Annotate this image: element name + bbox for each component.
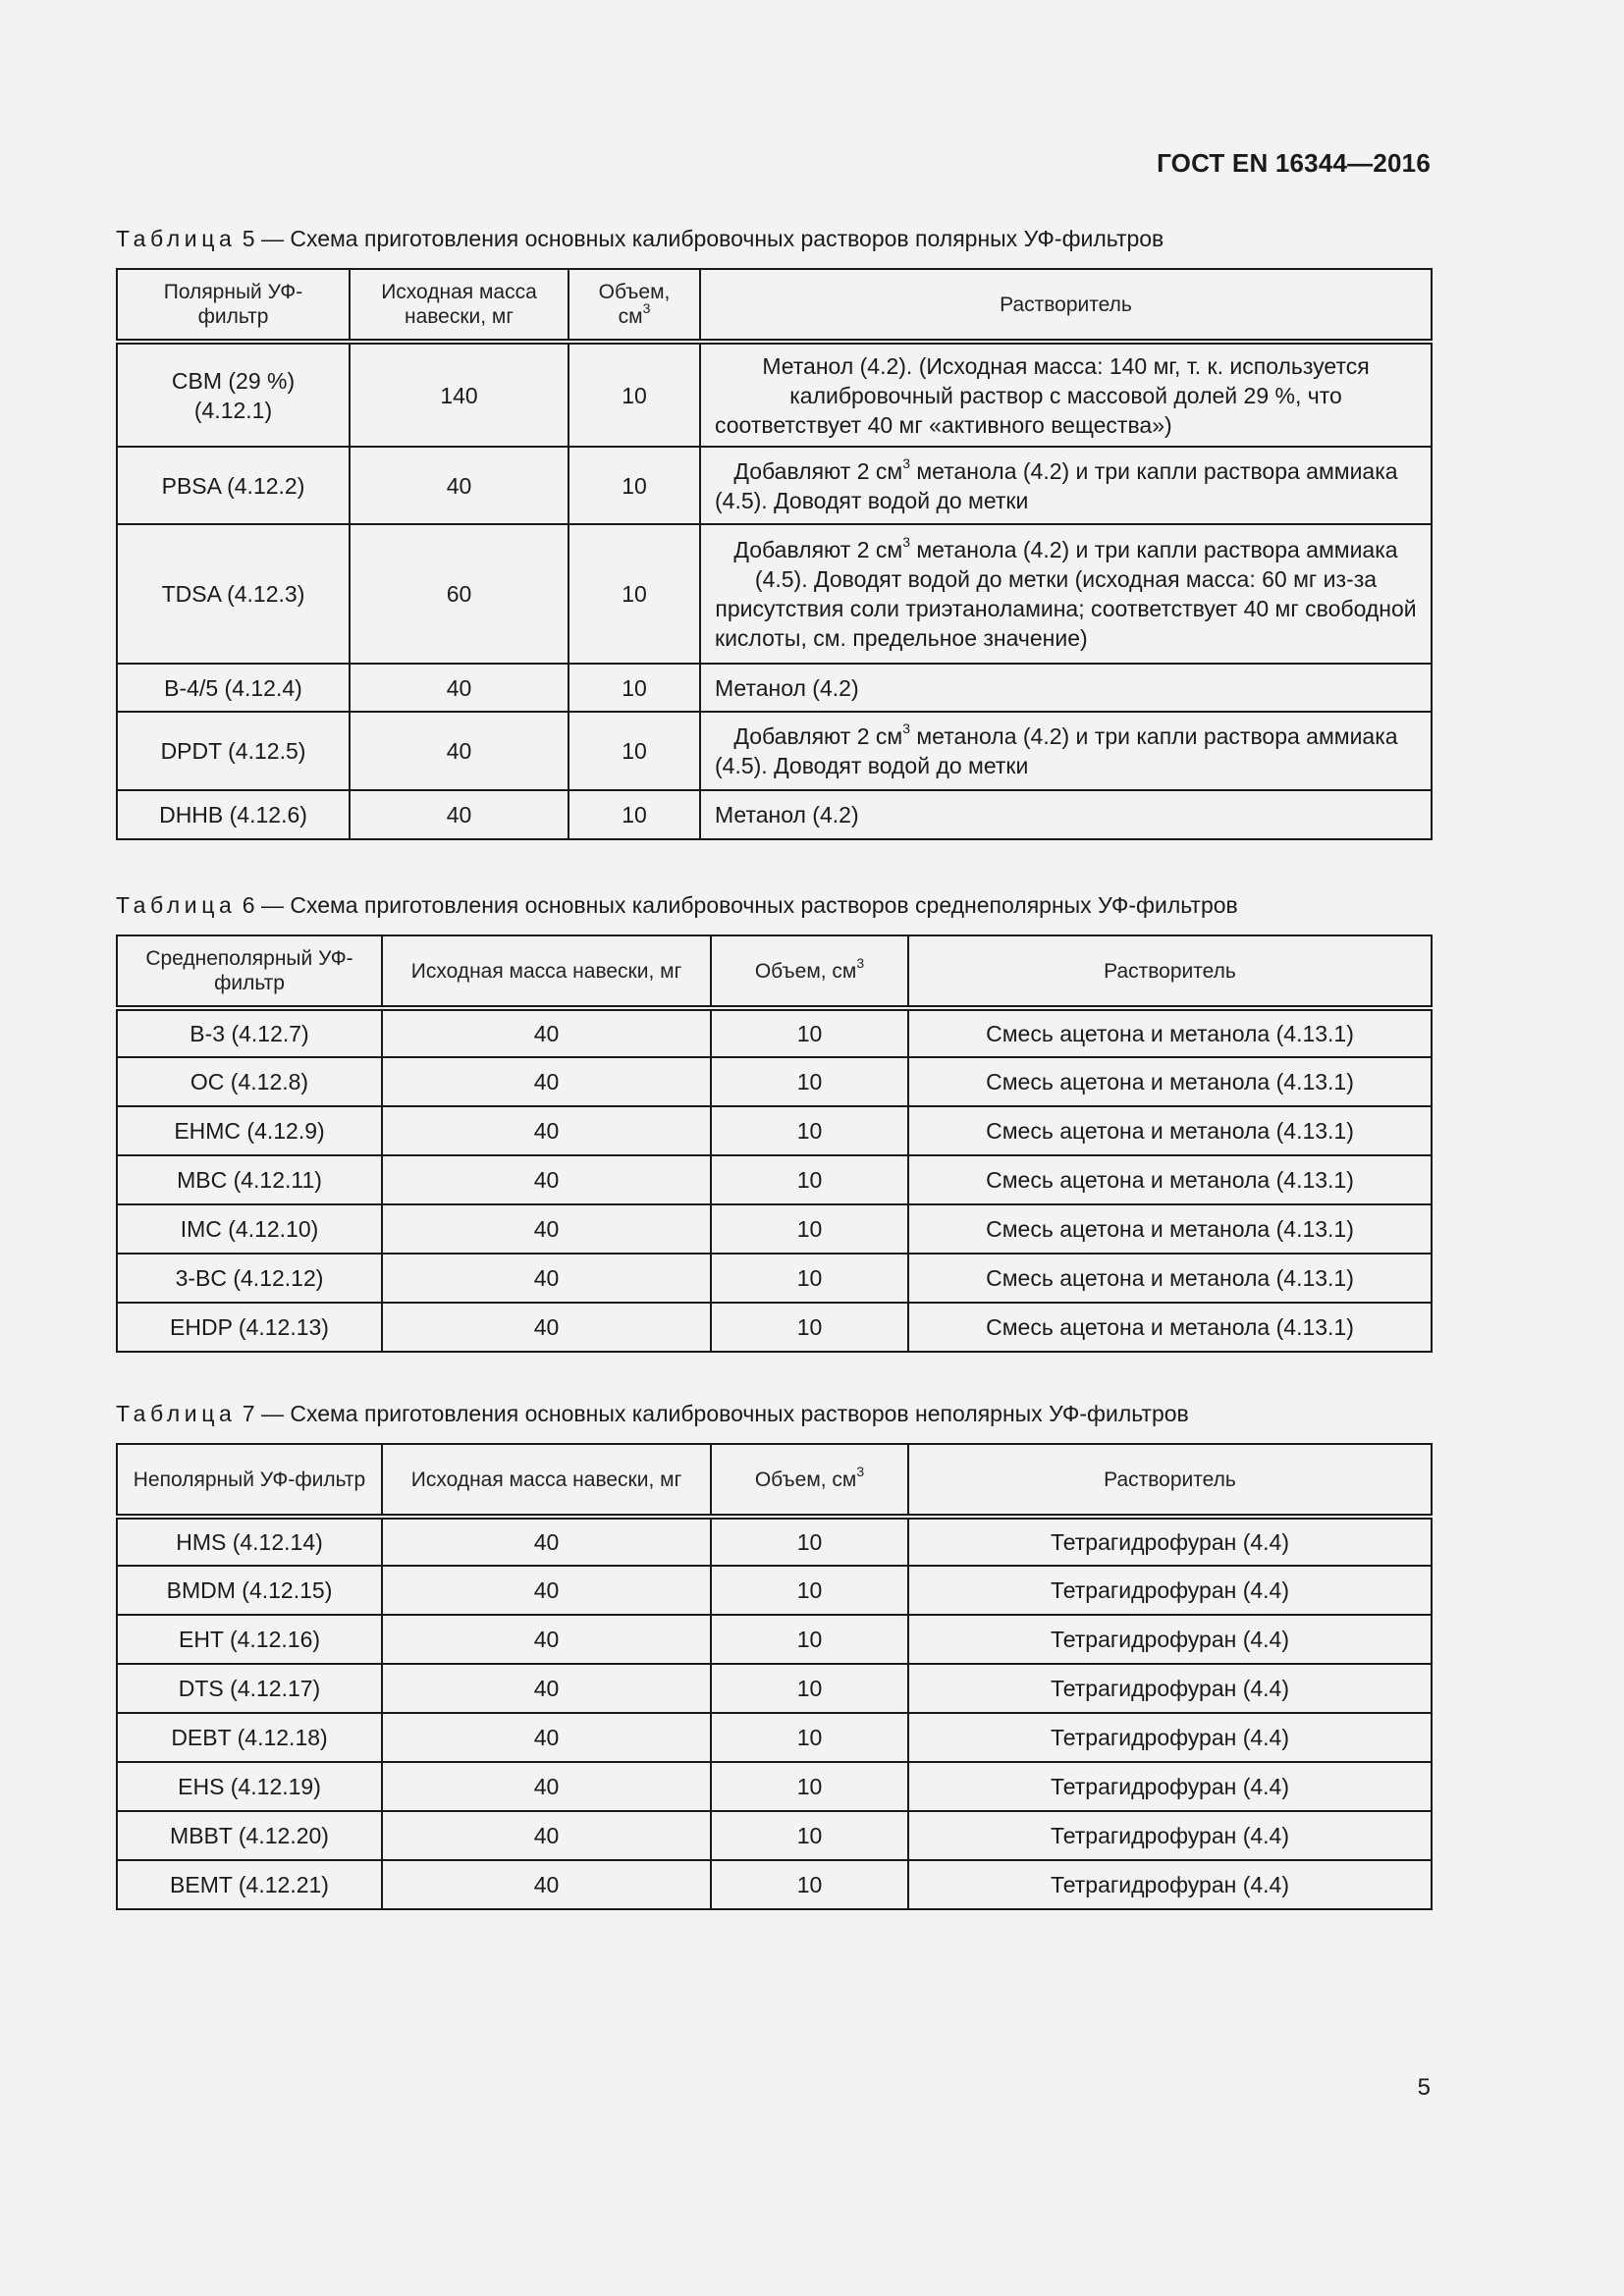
table5-cell-volume: 10: [568, 790, 700, 839]
table7-cell-volume: 10: [711, 1713, 908, 1762]
table5-cell-mass: 40: [350, 664, 568, 712]
table5-header-volume: Объем, $см^3$: [568, 269, 700, 342]
table7-cell-solvent: Тетрагидрофуран (4.4): [908, 1566, 1432, 1615]
table6-cell-solvent: Смесь ацетона и метанола (4.13.1): [908, 1303, 1432, 1352]
table5-cell-mass: 40: [350, 447, 568, 524]
table6-cell-mass: 40: [382, 1057, 711, 1106]
table7-cell-solvent: Тетрагидрофуран (4.4): [908, 1664, 1432, 1713]
table5-header-mass: Исходная масса навески, мг: [350, 269, 568, 342]
table6: [116, 934, 1433, 1353]
table5-caption-word: Таблица: [116, 226, 237, 251]
table7-cell-mass: 40: [382, 1762, 711, 1811]
table7-cell-solvent: Тетрагидрофуран (4.4): [908, 1615, 1432, 1664]
table5-cell-filter: DHHB (4.12.6): [117, 790, 350, 839]
table5-caption-text: 5 — Схема приготовления основных калибровочных растворов полярных УФ-фильтров: [236, 226, 1164, 251]
table6-cell-filter: IMC (4.12.10): [117, 1204, 382, 1254]
table6-cell-filter: MBC (4.12.11): [117, 1155, 382, 1204]
table5-cell-solvent: Метанол (4.2): [700, 790, 1432, 839]
table5-cell-solvent: Добавляют 2 $см^3$ метанола (4.2) и три капли раствора аммиака (4.5). Доводят водой до метки (исходная масса: 60 мг из-за присутствия соли триэтаноламина; соответствует 40 мг свободной кислоты, см. предельное значение): [700, 524, 1432, 664]
table5: [116, 268, 1433, 840]
table6-cell-mass: 40: [382, 1008, 711, 1057]
table7-header-volume: Объем, $см^3$: [711, 1444, 908, 1517]
table-row: [117, 1762, 1432, 1811]
table7-cell-volume: 10: [711, 1664, 908, 1713]
table7-cell-solvent: Тетрагидрофуран (4.4): [908, 1811, 1432, 1860]
table6-cell-volume: 10: [711, 1303, 908, 1352]
table7-cell-filter: BEMT (4.12.21): [117, 1860, 382, 1909]
table6-cell-mass: 40: [382, 1204, 711, 1254]
table7-cell-volume: 10: [711, 1811, 908, 1860]
table6-caption: [116, 892, 1238, 919]
table5-cell-mass: 40: [350, 790, 568, 839]
table5-cell-filter: DPDT (4.12.5): [117, 712, 350, 790]
table5-cell-filter: CBM (29 %) (4.12.1): [117, 342, 350, 447]
table7-cell-solvent: Тетрагидрофуран (4.4): [908, 1860, 1432, 1909]
table7-cell-volume: 10: [711, 1566, 908, 1615]
table6-cell-solvent: Смесь ацетона и метанола (4.13.1): [908, 1254, 1432, 1303]
table6-cell-filter: OC (4.12.8): [117, 1057, 382, 1106]
table6-caption-text: 6 — Схема приготовления основных калибровочных растворов среднеполярных УФ-фильтров: [236, 892, 1238, 918]
table-row: [117, 664, 1432, 712]
table5-cell-volume: 10: [568, 342, 700, 447]
table7-header-filter: Неполярный УФ-фильтр: [117, 1444, 382, 1517]
table-row: [117, 712, 1432, 790]
table6-cell-solvent: Смесь ацетона и метанола (4.13.1): [908, 1106, 1432, 1155]
table7-cell-volume: 10: [711, 1517, 908, 1566]
table5-cell-mass: 40: [350, 712, 568, 790]
table7-cell-mass: 40: [382, 1517, 711, 1566]
table5-cell-volume: 10: [568, 524, 700, 664]
table6-cell-filter: B-3 (4.12.7): [117, 1008, 382, 1057]
table6-cell-solvent: Смесь ацетона и метанола (4.13.1): [908, 1057, 1432, 1106]
table6-cell-volume: 10: [711, 1106, 908, 1155]
table7-cell-mass: 40: [382, 1811, 711, 1860]
table7-cell-mass: 40: [382, 1713, 711, 1762]
table6-cell-volume: 10: [711, 1204, 908, 1254]
table7-cell-mass: 40: [382, 1566, 711, 1615]
table6-header-mass: Исходная масса навески, мг: [382, 935, 711, 1008]
table5-cell-filter: B-4/5 (4.12.4): [117, 664, 350, 712]
table-row: [117, 1106, 1432, 1155]
page-number: 5: [1417, 2074, 1431, 2101]
table6-cell-mass: 40: [382, 1155, 711, 1204]
table-row: [117, 1615, 1432, 1664]
table-row: [117, 447, 1432, 524]
table5-cell-mass: 60: [350, 524, 568, 664]
table7-cell-volume: 10: [711, 1762, 908, 1811]
table7-cell-filter: HMS (4.12.14): [117, 1517, 382, 1566]
table7-cell-filter: DEBT (4.12.18): [117, 1713, 382, 1762]
table-row: [117, 1254, 1432, 1303]
table5-cell-volume: 10: [568, 664, 700, 712]
table6-cell-mass: 40: [382, 1303, 711, 1352]
table6-cell-solvent: Смесь ацетона и метанола (4.13.1): [908, 1204, 1432, 1254]
document-header-standard: ГОСТ EN 16344—2016: [1157, 148, 1431, 178]
table-row: [117, 1811, 1432, 1860]
table6-header-volume: Объем, $см^3$: [711, 935, 908, 1008]
table-row: [117, 1713, 1432, 1762]
table7-cell-mass: 40: [382, 1860, 711, 1909]
table7-caption: [116, 1401, 1189, 1427]
table7-cell-solvent: Тетрагидрофуран (4.4): [908, 1762, 1432, 1811]
table-row: [117, 1155, 1432, 1204]
table6-header-solvent: Растворитель: [908, 935, 1432, 1008]
table7-cell-volume: 10: [711, 1860, 908, 1909]
table6-cell-solvent: Смесь ацетона и метанола (4.13.1): [908, 1155, 1432, 1204]
table7-cell-mass: 40: [382, 1615, 711, 1664]
table6-cell-mass: 40: [382, 1106, 711, 1155]
table7-cell-solvent: Тетрагидрофуран (4.4): [908, 1517, 1432, 1566]
table-row: [117, 1204, 1432, 1254]
table-row: [117, 1057, 1432, 1106]
table5-cell-filter: TDSA (4.12.3): [117, 524, 350, 664]
table7-cell-filter: EHS (4.12.19): [117, 1762, 382, 1811]
table7-cell-mass: 40: [382, 1664, 711, 1713]
table-row: [117, 1517, 1432, 1566]
table7-cell-filter: BMDM (4.12.15): [117, 1566, 382, 1615]
table5-cell-solvent: Добавляют 2 $см^3$ метанола (4.2) и три капли раствора аммиака (4.5). Доводят водой до метки: [700, 712, 1432, 790]
table-row: [117, 790, 1432, 839]
table-row: [117, 1664, 1432, 1713]
table7-cell-volume: 10: [711, 1615, 908, 1664]
table6-cell-mass: 40: [382, 1254, 711, 1303]
table7-cell-filter: DTS (4.12.17): [117, 1664, 382, 1713]
table7-cell-solvent: Тетрагидрофуран (4.4): [908, 1713, 1432, 1762]
table-row: [117, 1303, 1432, 1352]
table5-cell-solvent: Добавляют 2 $см^3$ метанола (4.2) и три капли раствора аммиака (4.5). Доводят водой до метки: [700, 447, 1432, 524]
table6-cell-filter: EHDP (4.12.13): [117, 1303, 382, 1352]
table-row: [117, 1860, 1432, 1909]
table5-header-solvent: Растворитель: [700, 269, 1432, 342]
table7-caption-word: Таблица: [116, 1401, 237, 1426]
table6-cell-filter: EHMC (4.12.9): [117, 1106, 382, 1155]
table7-caption-text: 7 — Схема приготовления основных калибровочных растворов неполярных УФ-фильтров: [236, 1401, 1189, 1426]
table7-header-mass: Исходная масса навески, мг: [382, 1444, 711, 1517]
table6-cell-solvent: Смесь ацетона и метанола (4.13.1): [908, 1008, 1432, 1057]
table5-cell-volume: 10: [568, 447, 700, 524]
table5-header-filter: Полярный УФ-фильтр: [117, 269, 350, 342]
table5-cell-mass: 140: [350, 342, 568, 447]
table-row: [117, 342, 1432, 447]
table5-cell-filter: PBSA (4.12.2): [117, 447, 350, 524]
table5-cell-solvent: Метанол (4.2). (Исходная масса: 140 мг, т. к. используется калибровочный раствор с массовой долей 29 %, что соответствует 40 мг «активного вещества»): [700, 342, 1432, 447]
table-row: [117, 524, 1432, 664]
table7-cell-filter: MBBT (4.12.20): [117, 1811, 382, 1860]
table-row: [117, 1566, 1432, 1615]
table-row: [117, 1008, 1432, 1057]
table6-cell-volume: 10: [711, 1254, 908, 1303]
table6-cell-volume: 10: [711, 1057, 908, 1106]
table7-cell-filter: EHT (4.12.16): [117, 1615, 382, 1664]
table6-cell-volume: 10: [711, 1008, 908, 1057]
table6-header-filter: Среднеполярный УФ-фильтр: [117, 935, 382, 1008]
table7: [116, 1443, 1433, 1910]
table5-cell-volume: 10: [568, 712, 700, 790]
table5-caption: [116, 226, 1164, 252]
table6-caption-word: Таблица: [116, 892, 237, 918]
table5-cell-solvent: Метанол (4.2): [700, 664, 1432, 712]
table6-cell-filter: 3-BC (4.12.12): [117, 1254, 382, 1303]
table6-cell-volume: 10: [711, 1155, 908, 1204]
table7-header-solvent: Растворитель: [908, 1444, 1432, 1517]
